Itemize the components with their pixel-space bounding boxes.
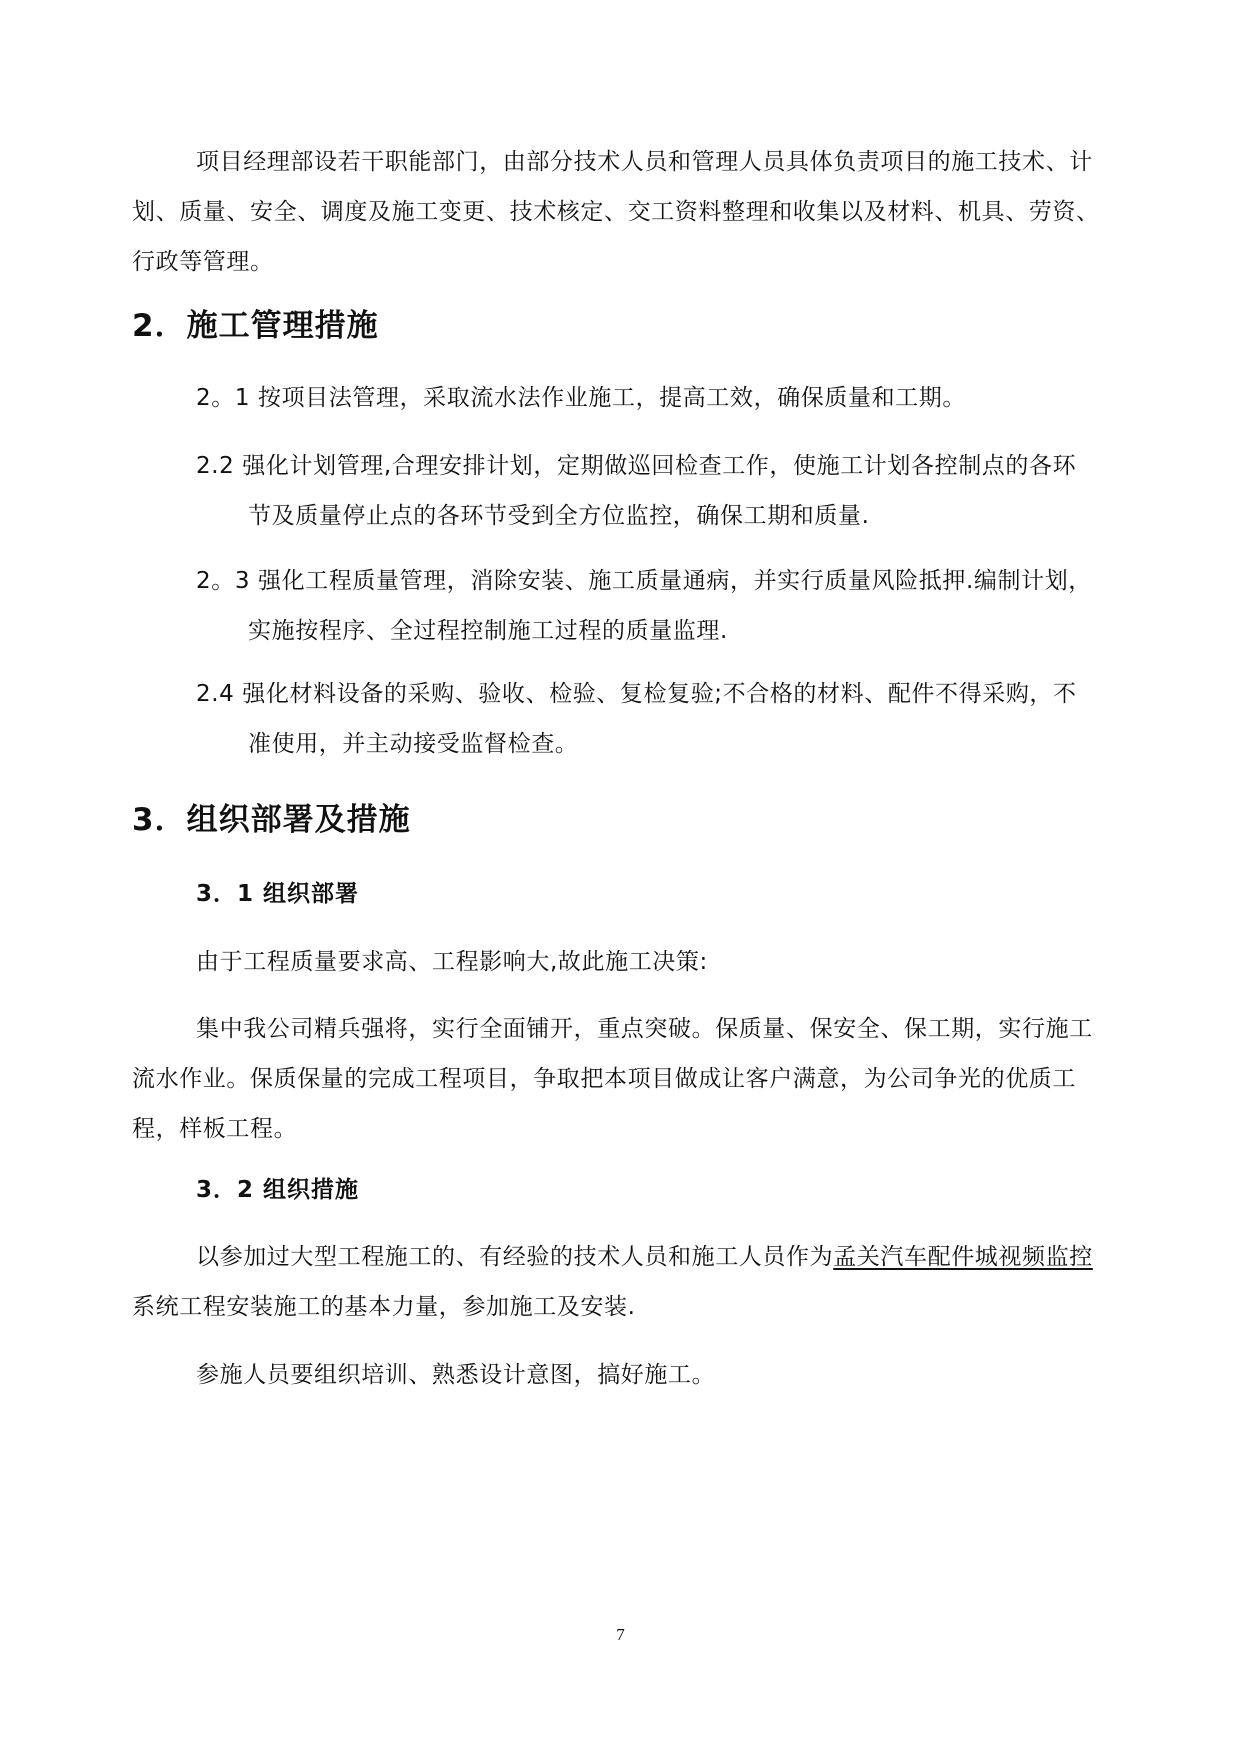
sub1-paragraph-1: 由于工程质量要求高、工程影响大,故此施工决策: [196,949,708,975]
subsection-3-2-heading: 3．2 组织措施 [196,1177,360,1203]
sub2-paragraph-1 [132,1232,1114,1332]
sub2-p1-suffix: 系统工程安装施工的基本力量，参加施工及安装. [132,1294,636,1320]
intro-paragraph: 项目经理部设若干职能部门，由部分技术人员和管理人员具体负责项目的施工技术、计划、质量、安全、调度及施工变更、技术核定、交工资料整理和收集以及材料、机具、劳资、行政等管理。 [132,149,1100,275]
item-2-4-line2: 准使用，并主动接受监督检查。 [248,731,579,757]
project-name-underlined: 孟关汽车配件城视频监控 [833,1244,1093,1270]
subsection-3-1-heading: 3．1 组织部署 [196,881,360,907]
section-2-heading: 2．施工管理措施 [132,308,379,344]
item-2-3-line1: 2。3 强化工程质量管理，消除安装、施工质量通病，并实行质量风险抵押.编制计划， [196,568,1092,594]
sub2-p1-prefix: 以参加过大型工程施工的、有经验的技术人员和施工人员作为 [196,1244,834,1270]
list-item [196,669,1114,769]
list-item [196,441,1114,541]
item-2-2-line2: 节及质量停止点的各环节受到全方位监控，确保工期和质量. [248,503,870,529]
item-2-4-line1: 2.4 强化材料设备的采购、验收、检验、复检复验;不合格的材料、配件不得采购，不 [196,681,1077,707]
item-2-1-text: 2。1 按项目法管理，采取流水法作业施工，提高工效，确保质量和工期。 [196,385,966,411]
sub1-paragraph-2: 集中我公司精兵强将，实行全面铺开，重点突破。保质量、保安全、保工期，实行施工流水作业。保质保量的完成工程项目，争取把本项目做成让客户满意，为公司争光的优质工程，样板工程。 [132,1016,1093,1142]
item-2-3-line2: 实施按程序、全过程控制施工过程的质量监理. [248,618,728,644]
sub2-paragraph-2: 参施人员要组织培训、熟悉设计意图，搞好施工。 [196,1362,716,1388]
section-3-heading: 3．组织部署及措施 [132,802,411,838]
list-item [196,373,1114,423]
page-number: 7 [616,1625,625,1644]
list-item [196,556,1114,656]
item-2-2-line1: 2.2 强化计划管理,合理安排计划，定期做巡回检查工作，使施工计划各控制点的各环 [196,453,1077,479]
